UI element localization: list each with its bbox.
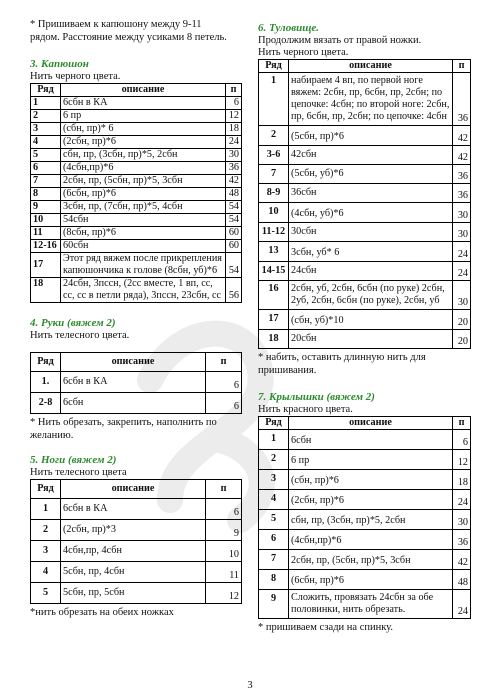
row-count: 10 — [206, 541, 242, 562]
row-description: (4сбн,пр)*6 — [61, 162, 226, 175]
row-description: 20сбн — [289, 330, 453, 349]
col-row: Ряд — [31, 480, 61, 499]
col-description: описание — [61, 84, 226, 97]
row-count: 48 — [226, 188, 242, 201]
row-description: (2сбн, пр)*3 — [61, 520, 206, 541]
row-number: 9 — [259, 590, 289, 619]
table-row — [31, 541, 242, 562]
row-count: 24 — [226, 136, 242, 149]
row-description: 24сбн, 3пссн, (2сс вместе, 1 вп, сс, сс, сс в петли ряда), 3пссн, 23сбн, сс — [61, 278, 226, 303]
row-number: 7 — [259, 550, 289, 570]
page-number: 3 — [247, 680, 253, 691]
table-row — [31, 253, 242, 278]
row-count: 30 — [453, 203, 471, 223]
row-description: (сбн, пр)* 6 — [61, 123, 226, 136]
section-title-arms: 4. Руки (вяжем 2) — [30, 317, 116, 329]
row-description: 2сбн, уб, 2сбн, 6сбн (по руке) 2сбн, 2уб, 2сбн, 6сбн (по руке), 2сбн, уб — [289, 281, 453, 310]
table-row — [259, 184, 471, 203]
section-subtitle-legs: Нить телесного цвета — [30, 467, 127, 478]
table-row — [31, 97, 242, 110]
row-description: 24сбн — [289, 262, 453, 281]
table-row — [259, 510, 471, 530]
row-number: 2-8 — [31, 393, 61, 414]
row-number: 2 — [31, 520, 61, 541]
row-description: 5сбн, пр, 4сбн — [61, 562, 206, 583]
row-description: сбн, пр, (3сбн, пр)*5, 2сбн — [289, 510, 453, 530]
row-number: 5 — [31, 149, 61, 162]
row-description: 3сбн, уб* 6 — [289, 242, 453, 262]
rows-arms — [31, 372, 242, 414]
row-number: 17 — [31, 253, 61, 278]
row-number: 13 — [259, 242, 289, 262]
row-count: 6 — [226, 97, 242, 110]
row-number: 3-6 — [259, 146, 289, 165]
row-number: 3 — [31, 541, 61, 562]
table-row — [259, 126, 471, 146]
row-description: 42сбн — [289, 146, 453, 165]
row-number: 1 — [259, 73, 289, 126]
row-number: 3 — [31, 123, 61, 136]
rows-wings — [259, 430, 471, 619]
section-title-body: 6. Туловище. — [258, 22, 320, 34]
row-number: 8 — [31, 188, 61, 201]
row-description: (4сбн,пр)*6 — [289, 530, 453, 550]
table-row — [31, 583, 242, 604]
note-arms: * Нить обрезать, закрепить, наполнить по желанию. — [30, 417, 217, 441]
row-number: 3 — [259, 470, 289, 490]
row-description: 6сбн в КА — [61, 97, 226, 110]
table-row — [31, 520, 242, 541]
row-description: (сбн, уб)*10 — [289, 310, 453, 330]
row-number: 10 — [259, 203, 289, 223]
table-row — [31, 110, 242, 123]
left-column — [30, 0, 242, 619]
table-row — [31, 499, 242, 520]
row-number: 8 — [259, 570, 289, 590]
row-count: 18 — [226, 123, 242, 136]
row-count: 48 — [453, 570, 471, 590]
row-description: 54сбн — [61, 214, 226, 227]
row-count: 20 — [453, 310, 471, 330]
table-row — [259, 262, 471, 281]
table-row — [259, 570, 471, 590]
col-count: п — [226, 84, 242, 97]
row-number: 16 — [259, 281, 289, 310]
row-count: 42 — [226, 175, 242, 188]
table-row — [31, 175, 242, 188]
table-row — [259, 223, 471, 242]
row-description: (4сбн, уб)*6 — [289, 203, 453, 223]
table-row — [31, 393, 242, 414]
row-description: (5сбн, уб)*6 — [289, 165, 453, 184]
table-row — [259, 590, 471, 619]
table-row — [259, 490, 471, 510]
table-arms — [30, 352, 242, 414]
table-row — [259, 281, 471, 310]
row-number: 14-15 — [259, 262, 289, 281]
intro-note: * Пришиваем к капюшону между 9-11 рядом. Расстояние между усиками 8 петель. — [30, 19, 227, 43]
table-row — [31, 562, 242, 583]
row-description: набираем 4 вп, по первой ноге вяжем: 2сбн, пр, 6сбн, пр, 2сбн; по цепочке: 4сбн; по второй ноге: 2сбн, пр, 6сбн, пр, 2сбн; по цепочке: 4сбн — [289, 73, 453, 126]
table-row — [31, 240, 242, 253]
col-row: Ряд — [31, 84, 61, 97]
row-count: 36 — [453, 165, 471, 184]
row-number: 6 — [259, 530, 289, 550]
row-count: 9 — [206, 520, 242, 541]
row-description: 5сбн, пр, 5сбн — [61, 583, 206, 604]
row-description: (сбн, пр)*6 — [289, 470, 453, 490]
right-column — [258, 0, 471, 634]
row-description: 6сбн — [61, 393, 206, 414]
table-row — [31, 136, 242, 149]
row-count: 24 — [453, 590, 471, 619]
row-number: 4 — [31, 562, 61, 583]
row-number: 10 — [31, 214, 61, 227]
table-row — [31, 162, 242, 175]
col-description: описание — [61, 480, 206, 499]
row-description: 6 пр — [289, 450, 453, 470]
row-count: 6 — [206, 372, 242, 393]
row-description: 2сбн, пр, (5сбн, пр)*5, 3сбн — [289, 550, 453, 570]
table-row — [31, 188, 242, 201]
row-number: 2 — [259, 450, 289, 470]
row-number: 2 — [259, 126, 289, 146]
col-count: п — [453, 60, 471, 73]
section-subtitle-arms: Нить телесного цвета. — [30, 330, 130, 341]
row-number: 18 — [259, 330, 289, 349]
row-number: 4 — [31, 136, 61, 149]
rows-hood — [31, 97, 242, 303]
row-description: (5сбн, пр)*6 — [289, 126, 453, 146]
row-count: 36 — [226, 162, 242, 175]
col-description: описание — [61, 353, 206, 372]
row-description: 6сбн в КА — [61, 499, 206, 520]
section-subtitle-body-1: Продолжим вязать от правой ножки. — [258, 35, 422, 46]
row-count: 60 — [226, 227, 242, 240]
row-description: Сложить, провязать 24сбн за обе половинки, нить обрезать. — [289, 590, 453, 619]
table-header — [31, 480, 242, 499]
col-description: описание — [289, 60, 453, 73]
section-subtitle-hood: Нить черного цвета. — [30, 71, 121, 82]
table-row — [259, 550, 471, 570]
row-count: 42 — [453, 550, 471, 570]
row-count: 60 — [226, 240, 242, 253]
row-count: 36 — [453, 73, 471, 126]
section-title-wings: 7. Крылышки (вяжем 2) — [258, 391, 375, 403]
row-count: 56 — [226, 278, 242, 303]
table-header — [259, 60, 471, 73]
section-subtitle-body-2: Нить черного цвета. — [258, 47, 349, 58]
row-description: (8сбн, пр)*6 — [61, 227, 226, 240]
table-row — [259, 242, 471, 262]
row-count: 54 — [226, 253, 242, 278]
row-description: 30сбн — [289, 223, 453, 242]
table-row — [259, 146, 471, 165]
table-row — [31, 149, 242, 162]
row-count: 54 — [226, 201, 242, 214]
row-description: 4сбн,пр, 4сбн — [61, 541, 206, 562]
row-description: 6 пр — [61, 110, 226, 123]
row-number: 1. — [31, 372, 61, 393]
row-count: 20 — [453, 330, 471, 349]
row-number: 5 — [259, 510, 289, 530]
row-count: 30 — [453, 281, 471, 310]
table-row — [259, 330, 471, 349]
table-row — [259, 165, 471, 184]
col-description: описание — [289, 417, 453, 430]
row-number: 7 — [31, 175, 61, 188]
row-number: 1 — [31, 499, 61, 520]
section-subtitle-wings: Нить красного цвета. — [258, 404, 353, 415]
table-body — [258, 59, 471, 349]
col-row: Ряд — [259, 60, 289, 73]
row-number: 11-12 — [259, 223, 289, 242]
table-row — [31, 372, 242, 393]
table-row — [259, 430, 471, 450]
row-description: Этот ряд вяжем после прикрепления капюшончика к голове (8сбн, уб)*6 — [61, 253, 226, 278]
table-row — [31, 227, 242, 240]
row-number: 11 — [31, 227, 61, 240]
row-count: 30 — [226, 149, 242, 162]
note-legs: *нить обрезать на обеих ножках — [30, 607, 174, 618]
table-row — [259, 450, 471, 470]
table-row — [31, 278, 242, 303]
row-description: 6сбн — [289, 430, 453, 450]
row-number: 1 — [31, 97, 61, 110]
row-description: 36сбн — [289, 184, 453, 203]
table-header — [259, 417, 471, 430]
row-count: 18 — [453, 470, 471, 490]
row-count: 11 — [206, 562, 242, 583]
row-number: 8-9 — [259, 184, 289, 203]
table-row — [31, 214, 242, 227]
row-number: 1 — [259, 430, 289, 450]
table-row — [259, 73, 471, 126]
row-count: 12 — [226, 110, 242, 123]
table-header — [31, 84, 242, 97]
row-number: 6 — [31, 162, 61, 175]
section-title-legs: 5. Ноги (вяжем 2) — [30, 454, 117, 466]
col-count: п — [206, 353, 242, 372]
col-count: п — [206, 480, 242, 499]
row-number: 2 — [31, 110, 61, 123]
col-row: Ряд — [31, 353, 61, 372]
table-row — [31, 123, 242, 136]
row-count: 36 — [453, 530, 471, 550]
row-count: 24 — [453, 242, 471, 262]
row-description: сбн, пр, (3сбн, пр)*5, 2сбн — [61, 149, 226, 162]
row-count: 30 — [453, 510, 471, 530]
row-count: 6 — [453, 430, 471, 450]
row-description: (2сбн, пр)*6 — [61, 136, 226, 149]
row-count: 6 — [206, 499, 242, 520]
section-title-hood: 3. Капюшон — [30, 58, 89, 70]
row-number: 9 — [31, 201, 61, 214]
note-body: * набить, оставить длинную нить для пришивания. — [258, 352, 426, 376]
row-description: 6сбн в КА — [61, 372, 206, 393]
table-row — [259, 470, 471, 490]
row-count: 36 — [453, 184, 471, 203]
note-wings: * пришиваем сзади на спинку. — [258, 622, 393, 633]
table-row — [259, 310, 471, 330]
table-legs — [30, 479, 242, 604]
row-count: 12 — [453, 450, 471, 470]
table-wings — [258, 416, 471, 619]
row-number: 7 — [259, 165, 289, 184]
row-count: 24 — [453, 490, 471, 510]
row-count: 6 — [206, 393, 242, 414]
col-row: Ряд — [259, 417, 289, 430]
row-description: 60сбн — [61, 240, 226, 253]
rows-body — [259, 73, 471, 349]
row-count: 24 — [453, 262, 471, 281]
table-row — [31, 201, 242, 214]
row-count: 42 — [453, 146, 471, 165]
row-description: (6сбн, пр)*6 — [289, 570, 453, 590]
table-header — [31, 353, 242, 372]
rows-legs — [31, 499, 242, 604]
row-count: 54 — [226, 214, 242, 227]
row-description: (2сбн, пр)*6 — [289, 490, 453, 510]
row-count: 30 — [453, 223, 471, 242]
col-count: п — [453, 417, 471, 430]
row-number: 17 — [259, 310, 289, 330]
table-row — [259, 530, 471, 550]
row-description: (6сбн, пр)*6 — [61, 188, 226, 201]
row-number: 4 — [259, 490, 289, 510]
table-hood — [30, 83, 242, 303]
table-row — [259, 203, 471, 223]
row-number: 12-16 — [31, 240, 61, 253]
row-description: 3сбн, пр, (7сбн, пр)*5, 4сбн — [61, 201, 226, 214]
row-number: 18 — [31, 278, 61, 303]
row-description: 2сбн, пр, (5сбн, пр)*5, 3сбн — [61, 175, 226, 188]
row-count: 12 — [206, 583, 242, 604]
row-count: 42 — [453, 126, 471, 146]
row-number: 5 — [31, 583, 61, 604]
